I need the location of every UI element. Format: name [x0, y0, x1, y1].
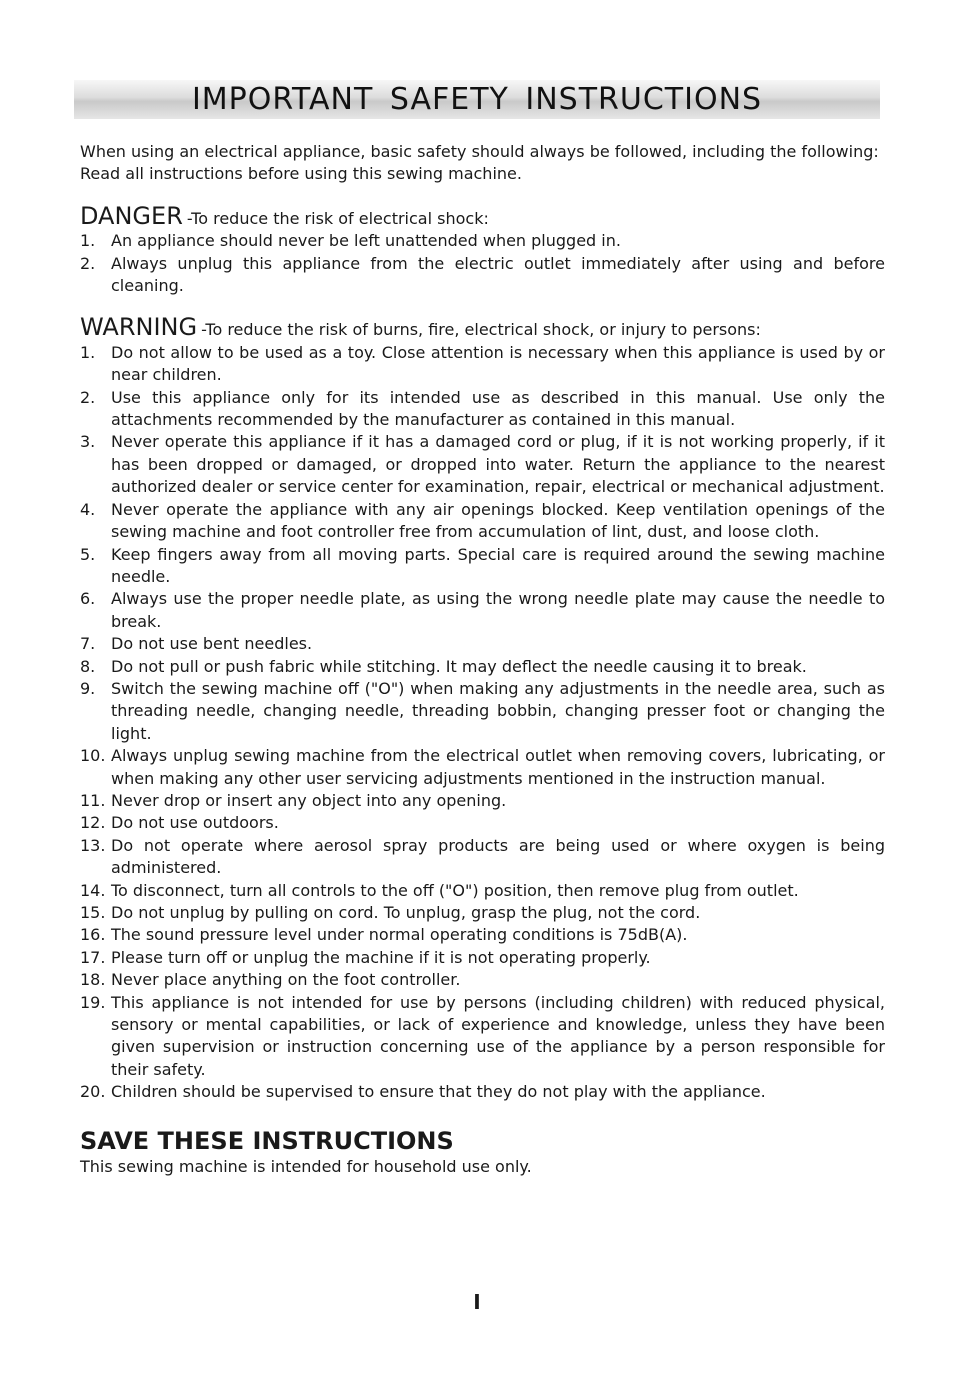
item-number: 10. [80, 746, 106, 766]
item-number: 19. [80, 992, 106, 1012]
item-text: Do not pull or push fabric while stitching. It may deflect the needle causing it to break. [111, 656, 807, 676]
list-item [80, 656, 885, 678]
item-number: 18. [80, 970, 106, 990]
intro-line-1: When using an electrical appliance, basic safety should always be followed, including the following: [80, 142, 879, 161]
warning-subtitle: -To reduce the risk of burns, fire, electrical shock, or injury to persons: [201, 320, 761, 340]
item-number: 16. [80, 925, 106, 945]
item-text: Do not operate where aerosol spray products are being used or where oxygen is being administered. [111, 835, 885, 878]
item-number: 14. [80, 880, 106, 900]
item-number: 20. [80, 1082, 106, 1102]
warning-list [80, 342, 885, 1104]
item-number: 2. [80, 253, 96, 273]
item-text: Do not unplug by pulling on cord. To unplug, grasp the plug, not the cord. [111, 903, 701, 922]
item-number: 5. [80, 544, 96, 564]
item-text: Please turn off or unplug the machine if it is not operating properly. [111, 947, 651, 967]
item-number: 7. [80, 634, 96, 654]
list-item [80, 499, 885, 544]
item-text: Do not use outdoors. [111, 813, 279, 833]
list-item [80, 835, 885, 880]
item-number: 1. [80, 342, 96, 362]
danger-label: DANGER [80, 201, 183, 230]
item-text: To disconnect, turn all controls to the off ("O") position, then remove plug from outlet. [111, 880, 799, 900]
item-text: Switch the sewing machine off ("O") when making any adjustments in the needle area, such as threading needle, changing needle, threading bobbin, changing presser foot or changing the light. [111, 678, 885, 743]
list-item [80, 790, 885, 812]
list-item [80, 812, 885, 834]
content-area [80, 141, 885, 1178]
danger-heading [80, 202, 885, 230]
item-number: 1. [80, 231, 96, 251]
item-number: 15. [80, 903, 106, 922]
item-number: 12. [80, 813, 106, 833]
list-item [80, 588, 885, 633]
item-number: 17. [80, 947, 106, 967]
page-number: I [473, 1290, 481, 1314]
save-note: This sewing machine is intended for household use only. [80, 1156, 532, 1176]
item-number: 8. [80, 656, 96, 676]
list-item [80, 633, 885, 655]
intro-text [80, 141, 885, 186]
list-item [80, 230, 885, 252]
item-number: 6. [80, 589, 96, 609]
list-item [80, 1081, 885, 1103]
list-item [80, 880, 885, 902]
list-item [80, 431, 885, 498]
item-text: Never operate this appliance if it has a damaged cord or plug, if it is not working properly, if it has been dropped or damaged, or dropped into water. Return the appliance to the nearest authorized dealer or service center for examination, repair, electrical or mechanical adjustment. [111, 432, 885, 497]
item-text: Always unplug this appliance from the electric outlet immediately after using and before cleaning. [111, 253, 885, 296]
list-item [80, 745, 885, 790]
item-text: Always use the proper needle plate, as using the wrong needle plate may cause the needle to break. [111, 589, 885, 631]
item-number: 13. [80, 835, 106, 855]
list-item [80, 947, 885, 969]
item-text: Keep fingers away from all moving parts. Special care is required around the sewing machine needle. [111, 544, 885, 586]
intro-line-2: Read all instructions before using this sewing machine. [80, 164, 522, 184]
warning-heading [80, 313, 885, 341]
item-text: Always unplug sewing machine from the electrical outlet when removing covers, lubricating, or when making any other user servicing adjustments mentioned in the instruction manual. [111, 746, 885, 788]
list-item [80, 924, 885, 946]
item-text: The sound pressure level under normal operating conditions is 75dB(A). [111, 925, 688, 945]
item-text: An appliance should never be left unattended when plugged in. [111, 231, 621, 251]
list-item [80, 253, 885, 298]
page-title: IMPORTANT SAFETY INSTRUCTIONS [191, 82, 763, 117]
warning-label: WARNING [80, 313, 198, 342]
list-item [80, 969, 885, 991]
item-text: Never drop or insert any object into any opening. [111, 790, 507, 810]
item-number: 4. [80, 499, 96, 519]
item-text: Do not use bent needles. [111, 634, 313, 654]
item-number: 3. [80, 432, 96, 452]
item-text: This appliance is not intended for use by persons (including children) with reduced physical, sensory or mental capabilities, or lack of experience and knowledge, unless they have been given supervision or instruction concerning use of the appliance by a person responsible for their safety. [111, 992, 885, 1079]
item-text: Children should be supervised to ensure that they do not play with the appliance. [111, 1082, 766, 1102]
list-item [80, 544, 885, 589]
item-text: Never place anything on the foot controller. [111, 970, 461, 990]
danger-subtitle: -To reduce the risk of electrical shock: [186, 208, 489, 228]
list-item [80, 342, 885, 387]
save-heading: SAVE THESE INSTRUCTIONS [80, 1126, 454, 1155]
title-banner [74, 80, 880, 119]
item-text: Use this appliance only for its intended use as described in this manual. Use only the attachments recommended by the manufacturer as contained in this manual. [111, 387, 885, 430]
item-number: 9. [80, 678, 96, 698]
item-number: 2. [80, 387, 96, 407]
item-number: 11. [80, 790, 106, 810]
list-item [80, 992, 885, 1082]
list-item [80, 678, 885, 745]
list-item [80, 387, 885, 432]
item-text: Do not allow to be used as a toy. Close attention is necessary when this appliance is used by or near children. [111, 342, 885, 385]
danger-list [80, 230, 885, 297]
item-text: Never operate the appliance with any air openings blocked. Keep ventilation openings of the sewing machine and foot controller free from accumulation of lint, dust, and loose cloth. [111, 499, 885, 542]
list-item [80, 902, 885, 924]
